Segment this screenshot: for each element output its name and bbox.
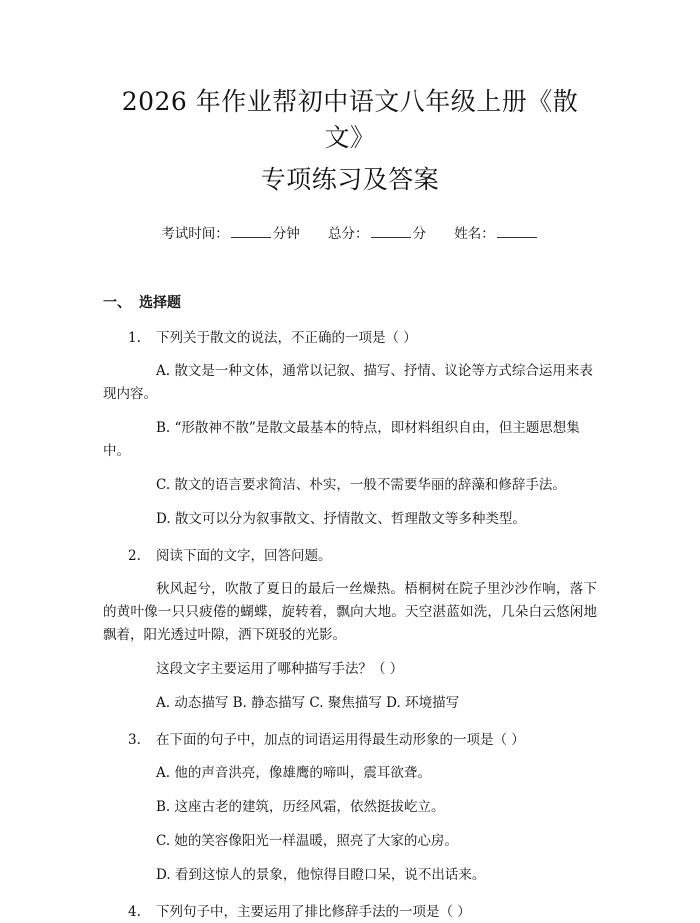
- exam-time-unit: 分钟: [272, 226, 300, 242]
- exam-meta: [103, 224, 597, 244]
- document-title: [103, 0, 597, 198]
- question-number: 3.: [128, 732, 141, 748]
- question-4-stem: [103, 901, 597, 923]
- section-label: 选择题: [139, 295, 181, 311]
- question-1-stem: [103, 327, 597, 349]
- question-2-sub-stem: 这段文字主要运用了哪种描写手法？（ ）: [156, 661, 404, 677]
- section-heading: [103, 293, 597, 313]
- total-score: [328, 224, 426, 244]
- total-score-blank: [371, 224, 411, 238]
- student-name-label: 姓名：: [454, 226, 495, 242]
- exam-time-blank: [231, 224, 271, 238]
- question-3-option-a: A. 他的声音洪亮，像雄鹰的啼叫，震耳欲聋。: [156, 765, 431, 781]
- student-name: [454, 224, 539, 244]
- question-number: 1.: [128, 330, 141, 346]
- title-line-2: 专项练习及答案: [260, 165, 440, 194]
- question-1-option-a: A. 散文是一种文体，通常以记叙、描写、抒情、议论等方式综合运用来表现内容。: [103, 363, 593, 402]
- question-text: 阅读下面的文字，回答问题。: [156, 548, 332, 564]
- total-score-label: 总分：: [328, 226, 369, 242]
- question-3-option-b: B. 这座古老的建筑，历经风霜，依然挺拔屹立。: [156, 799, 445, 815]
- question-1-option-b: B. “形散神不散”是散文最基本的特点，即材料组织自由，但主题思想集中。: [103, 420, 580, 459]
- question-1-option-d: D. 散文可以分为叙事散文、抒情散文、哲理散文等多种类型。: [156, 511, 526, 527]
- question-2-options: A. 动态描写 B. 静态描写 C. 聚焦描写 D. 环境描写: [156, 695, 460, 711]
- question-2-passage: 秋风起兮，吹散了夏日的最后一丝燥热。梧桐树在院子里沙沙作响，落下的黄叶像一只只疲倦的蝴蝶，旋转着，飘向大地。天空湛蓝如洗，几朵白云悠闲地飘着，阳光透过叶隙，洒下斑驳的光影。: [103, 581, 597, 643]
- student-name-blank: [497, 224, 537, 238]
- exam-time: [161, 224, 300, 244]
- question-text: 下列句子中，主要运用了排比修辞手法的一项是（ ）: [156, 904, 471, 920]
- section-number: 一、: [103, 295, 131, 311]
- question-number: 2.: [128, 548, 141, 564]
- question-2-stem: [103, 545, 597, 567]
- question-3-stem: [103, 729, 597, 751]
- question-1-option-c: C. 散文的语言要求简洁、朴实，一般不需要华丽的辞藻和修辞手法。: [156, 477, 566, 493]
- total-score-unit: 分: [412, 226, 426, 242]
- question-number: 4.: [128, 904, 141, 920]
- exam-time-label: 考试时间：: [161, 226, 229, 242]
- question-text: 下列关于散文的说法，不正确的一项是（ ）: [156, 330, 417, 346]
- question-text: 在下面的句子中，加点的词语运用得最生动形象的一项是（ ）: [156, 732, 525, 748]
- question-3-option-d: D. 看到这惊人的景象，他惊得目瞪口呆，说不出话来。: [156, 867, 486, 883]
- question-3-option-c: C. 她的笑容像阳光一样温暖，照亮了大家的心房。: [156, 833, 458, 849]
- title-line-1: 2026 年作业帮初中语文八年级上册《散文》: [121, 87, 579, 152]
